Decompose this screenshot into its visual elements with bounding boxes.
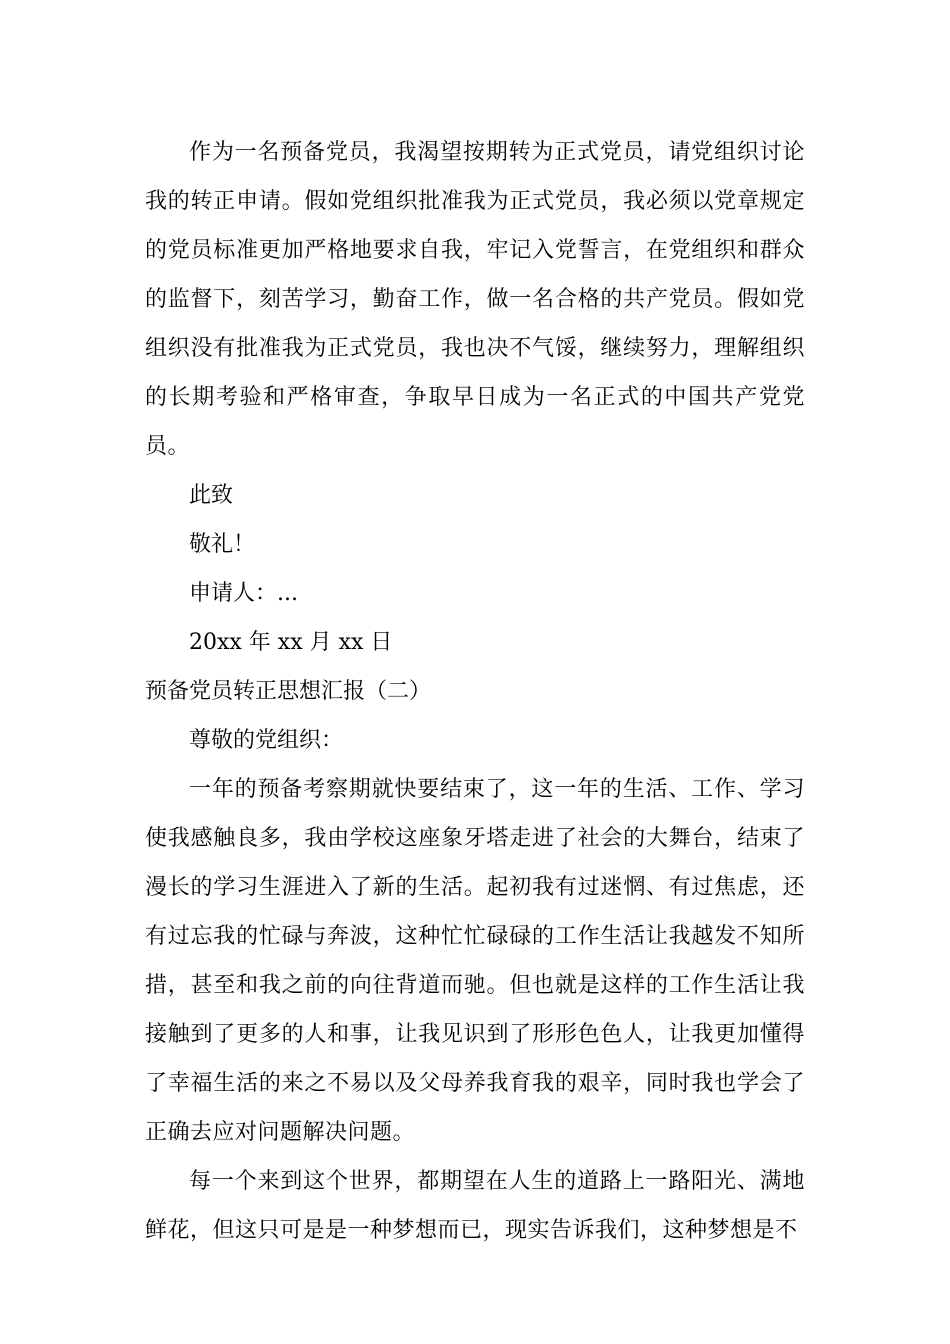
closing-line-1: 此致: [189, 483, 234, 508]
applicant-line: 申请人：...: [189, 581, 298, 606]
document-body: [145, 128, 805, 1255]
date-line: 20xx 年 xx 月 xx 日: [189, 630, 393, 655]
closing-line-2: 敬礼！: [189, 532, 256, 557]
paragraph-2: 一年的预备考察期就快要结束了，这一年的生活、工作、学习使我感触良多，我由学校这座象牙塔走进了社会的大舞台，结束了漫长的学习生涯进入了新的生活。起初我有过迷惘、有过焦虑，还有过忘我的忙碌与奔波，这种忙忙碌碌的工作生活让我越发不知所措，甚至和我之前的向往背道而驰。但也就是这样的工作生活让我接触到了更多的人和事，让我见识到了形形色色人，让我更加懂得了幸福生活的来之不易以及父母养我育我的艰辛，同时我也学会了正确去应对问题解决问题。: [145, 777, 805, 1145]
section-title: 预备党员转正思想汇报（二）: [145, 679, 432, 704]
paragraph-1: 作为一名预备党员，我渴望按期转为正式党员，请党组织讨论我的转正申请。假如党组织批准我为正式党员，我必须以党章规定的党员标准更加严格地要求自我，牢记入党誓言，在党组织和群众的监督下，刻苦学习，勤奋工作，做一名合格的共产党员。假如党组织没有批准我为正式党员，我也决不气馁，继续努力，理解组织的长期考验和严格审查，争取早日成为一名正式的中国共产党党员。: [145, 140, 805, 459]
paragraph-3: 每一个来到这个世界，都期望在人生的道路上一路阳光、满地鲜花，但这只可是是一种梦想而已，现实告诉我们，这种梦想是不: [145, 1169, 805, 1243]
salutation: 尊敬的党组织：: [189, 728, 344, 753]
